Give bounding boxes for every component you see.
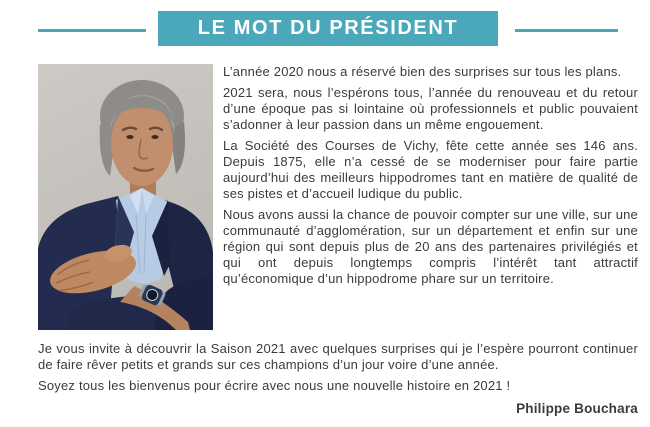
portrait-illustration (38, 64, 213, 330)
paragraph-5: Je vous invite à découvrir la Saison 2021 avec quelques surprises qui je l’espère pourront continuer de faire rêver petits et grands sur ces champions d’un jour voire d’une année. (38, 341, 638, 372)
page-title: LE MOT DU PRÉSIDENT (158, 11, 498, 46)
header-rule-left (38, 29, 146, 32)
signature: Philippe Bouchara (516, 401, 638, 416)
president-message-column (223, 64, 638, 292)
header (0, 0, 650, 46)
president-photo (38, 64, 213, 330)
content (38, 64, 638, 417)
paragraph-1: L’année 2020 nous a réservé bien des surprises sur tous les plans. (223, 64, 622, 79)
paragraph-3: La Société des Courses de Vichy, fête cette année ses 146 ans. Depuis 1875, elle n’a cessé de se moderniser pour faire partie aujourd’hui des meilleurs hippodromes tant en matière de qualité de ses pistes et d’accueil ludique du public. (223, 138, 638, 201)
paragraph-2: 2021 sera, nous l’espérons tous, l’année du renouveau et du retour d’une époque pas si lointaine où professionnels et public pouvaient s’adonner à leur passion dans un même engouement. (223, 85, 638, 132)
header-rule-right (515, 29, 618, 32)
paragraph-4: Nous avons aussi la chance de pouvoir compter sur une ville, sur une communauté d’agglomération, sur un département et enfin sur une région qui sont depuis plus de 20 ans des partenaires privilégiés et qui ont depuis longtemps compris l’intérêt tant attractif qu’économique d’un hippodrome phare sur un territoire. (223, 207, 638, 286)
photo-text-row (38, 64, 638, 330)
paragraph-6: Soyez tous les bienvenus pour écrire avec nous une nouvelle histoire en 2021 ! (38, 378, 511, 393)
